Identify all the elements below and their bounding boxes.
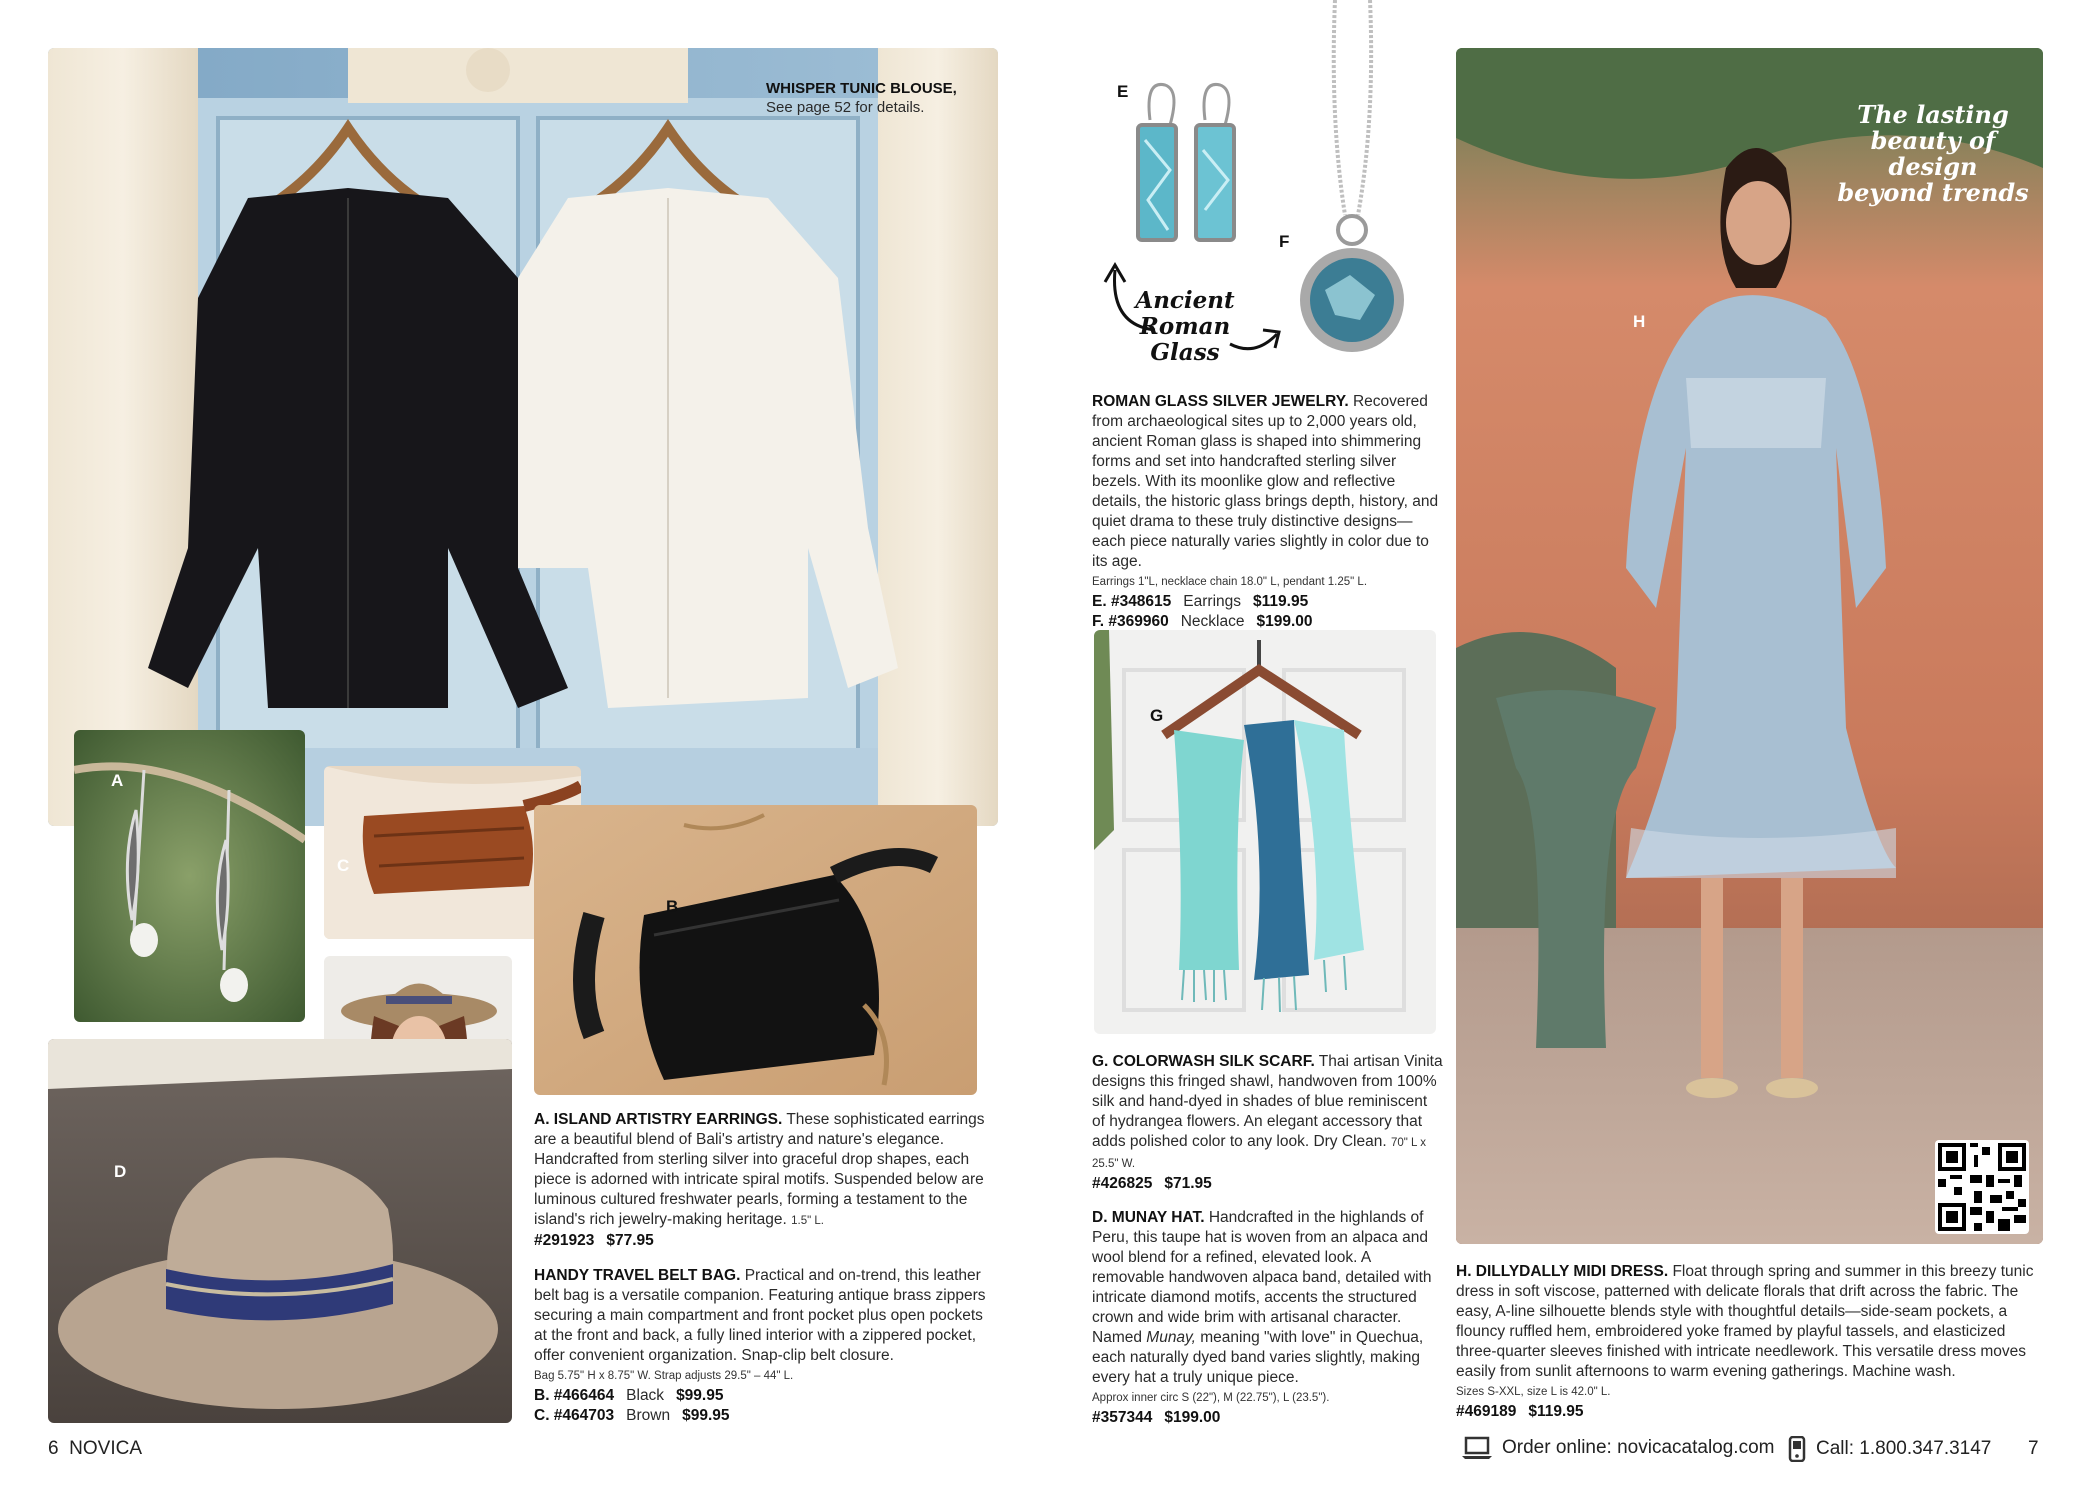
- label-d: D: [114, 1162, 127, 1181]
- page-number-right: 7: [2028, 1438, 2039, 1459]
- call-text: Call: 1.800.347.3147: [1816, 1438, 1992, 1459]
- dress-description: [1456, 1262, 2038, 1422]
- order-online-text: Order online: novicacatalog.com: [1502, 1437, 1775, 1458]
- dress-body: Float through spring and summer in this breezy tunic dress in soft viscose, patterned with delicate florals that drift across the fabric. The easy, A-line silhouette blends style with thoughtful details—side-seam pockets, a flouncy ruffled hem, embroidered yoke framed by playful tassels, and elasticized three-quarter sleeves finished with intricate needlework. This versatile dress moves easily from sunlit afternoons to warm evening gatherings. Machine wash.: [1456, 1263, 2034, 1380]
- scarf-description: [1092, 1052, 1444, 1194]
- blouse-caption-sub: See page 52 for details.: [766, 99, 925, 116]
- footer-order[interactable]: [1462, 1436, 1774, 1460]
- earrings-sku: #291923: [534, 1232, 595, 1249]
- belt-bag-title: HANDY TRAVEL BELT BAG.: [534, 1267, 741, 1284]
- label-a: A: [111, 771, 124, 790]
- roman-glass-necklace-photo: [1290, 0, 1410, 360]
- belt-bag-dims: Bag 5.75" H x 8.75" W. Strap adjusts 29.5" – 44" L.: [534, 1370, 794, 1382]
- footer-left: [48, 1438, 142, 1460]
- roman-glass-title: ROMAN GLASS SILVER JEWELRY.: [1092, 393, 1349, 410]
- qr-code[interactable]: [1935, 1140, 2029, 1234]
- belt-bag-item-brown: C. #464703 Brown $99.95: [534, 1407, 730, 1424]
- label-g: G: [1150, 706, 1164, 725]
- dress-dims: Sizes S-XXL, size L is 42.0" L.: [1456, 1386, 1611, 1398]
- ancient-roman-glass-script: Ancient Roman Glass: [1135, 287, 1235, 366]
- blouse-photo: [48, 48, 998, 826]
- hat-title: D. MUNAY HAT.: [1092, 1209, 1205, 1226]
- earrings-photo: [74, 730, 305, 1022]
- dress-sku: #469189: [1456, 1403, 1517, 1420]
- label-f: F: [1279, 232, 1290, 251]
- earrings-title: A. ISLAND ARTISTRY EARRINGS.: [534, 1111, 783, 1128]
- scarf-sku: #426825: [1092, 1175, 1153, 1192]
- dress-photo: [1456, 48, 2043, 1244]
- scarf-body: Thai artisan Vinita designs this fringed shawl, handwoven from 100% silk and hand-dyed in shades of blue reminiscent of hydrangea flowers. An elegant accessory that adds polished color to any look. Dry Clean.: [1092, 1053, 1443, 1150]
- label-b: B: [666, 897, 679, 916]
- roman-glass-description: [1092, 392, 1444, 632]
- blouse-caption-title: WHISPER TUNIC BLOUSE,: [766, 80, 957, 97]
- earrings-price: $77.95: [606, 1232, 654, 1249]
- roman-glass-item-necklace: F. #369960 Necklace $199.00: [1092, 613, 1313, 630]
- roman-glass-dims: Earrings 1"L, necklace chain 18.0" L, pendant 1.25" L.: [1092, 576, 1368, 588]
- footer-call[interactable]: [1788, 1436, 1991, 1462]
- scarf-photo: [1094, 630, 1436, 1034]
- hat-dims: Approx inner circ S (22"), M (22.75"), L (23.5").: [1092, 1392, 1330, 1404]
- label-h: H: [1633, 312, 1646, 331]
- phone-icon: [1788, 1436, 1806, 1462]
- scarf-dims: 70" L x 25.5" W.: [1092, 1137, 1426, 1170]
- earrings-body: These sophisticated earrings are a beautiful blend of Bali's artistry and nature's elegance. Handcrafted from sterling silver into graceful drop shapes, each piece is adorned with intricate spiral motifs. Suspended below are luminous cultured freshwater pearls, forming a testament to the island's rich jewelry-making heritage.: [534, 1111, 985, 1228]
- label-e: E: [1117, 82, 1129, 101]
- roman-glass-item-earrings: E. #348615 Earrings $119.95: [1092, 593, 1309, 610]
- laptop-icon: [1462, 1436, 1492, 1460]
- belt-bag-description: [534, 1266, 994, 1426]
- black-bag-photo: [534, 805, 977, 1095]
- hat-photo: [48, 1039, 512, 1423]
- scarf-price: $71.95: [1164, 1175, 1212, 1192]
- dress-title: H. DILLYDALLY MIDI DRESS.: [1456, 1263, 1669, 1280]
- lasting-beauty-script: The lasting beauty of design beyond trends: [1837, 100, 2029, 207]
- label-c: C: [337, 856, 350, 875]
- hat-description: D. MUNAY HAT. Handcrafted in the highlands of Peru, this taupe hat is woven from an alpaca and wool blend for a refined, elevated look. A removable handwoven alpaca band, detailed with intricate diamond motifs, accents the structured crown and wide brim with artisanal character. Named Munay, meaning "with love" in Quechua, each naturally dyed band varies slightly, making every hat a truly unique piece. Approx inner circ S (22"), M (22.75"), L (23.5"). #357344 $199.00: [1092, 1208, 1444, 1428]
- dress-price: $119.95: [1528, 1403, 1584, 1420]
- page-number-left: 6: [48, 1438, 59, 1459]
- roman-glass-earrings-photo: [1120, 80, 1250, 270]
- earrings-description: [534, 1110, 994, 1251]
- brand-name: NOVICA: [69, 1438, 142, 1459]
- belt-bag-body: Practical and on-trend, this leather belt bag is a versatile companion. Featuring antique brass zippers securing a main compartment and front pocket plus open pockets at the front and back, a fully lined interior with a zippered pocket, offer convenient organization. Snap-clip belt closure.: [534, 1267, 986, 1364]
- belt-bag-item-black: B. #466464 Black $99.95: [534, 1387, 724, 1404]
- scarf-title: G. COLORWASH SILK SCARF.: [1092, 1053, 1315, 1070]
- roman-glass-body: Recovered from archaeological sites up to 2,000 years old, ancient Roman glass is shaped into shimmering forms and set into handcrafted sterling silver bezels. With its moonlike glow and reflective details, the historic glass brings depth, history, and quiet drama to these truly distinctive designs—each piece naturally varies slightly in color due to its age.: [1092, 393, 1439, 570]
- hat-sku: #357344: [1092, 1409, 1153, 1426]
- earrings-dims: 1.5" L.: [791, 1215, 824, 1227]
- hat-price: $199.00: [1164, 1409, 1221, 1426]
